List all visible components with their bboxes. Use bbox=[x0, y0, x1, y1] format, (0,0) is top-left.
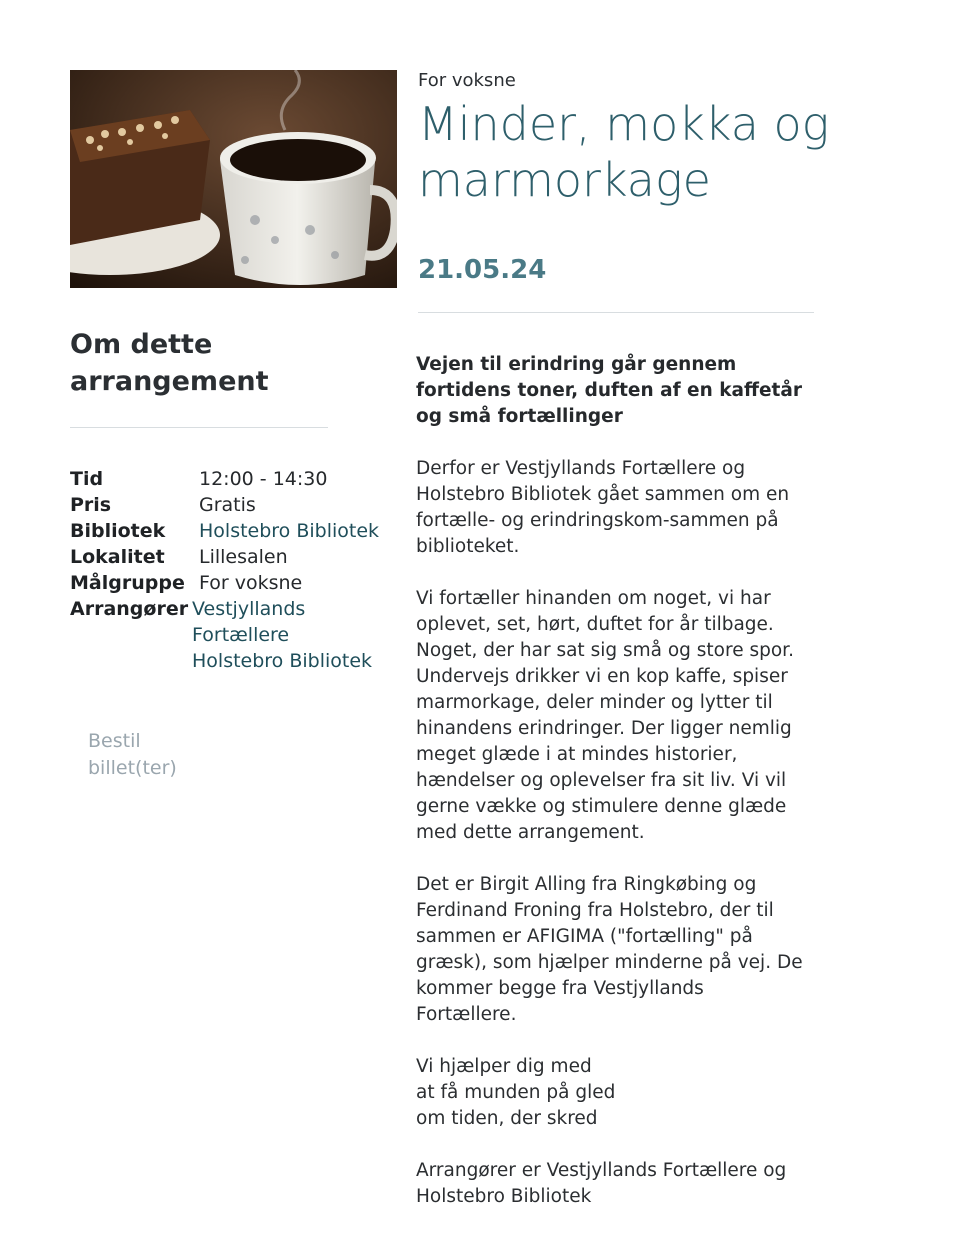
library-label: Bibliotek bbox=[70, 520, 166, 542]
time-label: Tid bbox=[70, 468, 104, 490]
event-title: Minder, mokka og marmorkage bbox=[418, 97, 830, 207]
event-description bbox=[416, 456, 836, 1236]
description-paragraph: Vi fortæller hinanden om noget, vi har oplevet, set, hørt, duftet for år tilbage. Noget, der har sat sig små og store spor. Undervejs drikker vi en kop kaffe, spiser marmorkage, deler minder og lytter til hinandens erindringer. Der ligger nemlig meget glæde i at mindes historier, hændelser og oplevelser fra sit liv. Vi vil gerne vække og stimulere denne glæde med dette arrangement. bbox=[416, 588, 794, 843]
divider bbox=[418, 312, 814, 313]
about-heading: Om dette arrangement bbox=[70, 329, 269, 397]
description-paragraph: Det er Birgit Alling fra Ringkøbing og Ferdinand Froning fra Holstebro, der til sammen er AFIGIMA ("fortælling" på græsk), som hjælper minderne på vej. De kommer begge fra Vestjyllands Fortællere. bbox=[416, 874, 803, 1025]
book-ticket-button[interactable] bbox=[88, 728, 188, 782]
price-label: Pris bbox=[70, 494, 112, 516]
description-paragraph: Derfor er Vestjyllands Fortællere og Holstebro Bibliotek gået sammen om en fortælle- og erindringskom-sammen på biblioteket. bbox=[416, 458, 790, 557]
venue-label: Lokalitet bbox=[70, 546, 165, 568]
organizer-link[interactable]: Vestjyllands bbox=[192, 598, 306, 620]
event-lead: Vejen til erindring går gennem fortidens toner, duften af en kaffetår og små fortællinger bbox=[416, 354, 802, 427]
organizers-list bbox=[192, 596, 372, 674]
audience-detail-value: For voksne bbox=[199, 572, 303, 594]
audience-label: For voksne bbox=[418, 70, 516, 91]
organizer-link[interactable]: Fortællere bbox=[192, 624, 290, 646]
description-paragraph: Arrangører er Vestjyllands Fortællere og Holstebro Bibliotek bbox=[416, 1160, 787, 1207]
organizers-label: Arrangører bbox=[70, 598, 189, 620]
audience-detail-label: Målgruppe bbox=[70, 572, 185, 594]
time-value: 12:00 - 14:30 bbox=[199, 468, 328, 490]
library-link[interactable]: Holstebro Bibliotek bbox=[199, 520, 380, 542]
divider bbox=[70, 427, 328, 428]
organizer-link[interactable]: Holstebro Bibliotek bbox=[192, 650, 373, 672]
event-date: 21.05.24 bbox=[418, 255, 547, 285]
venue-value: Lillesalen bbox=[199, 546, 288, 568]
book-ticket-label: Bestil billet(ter) bbox=[88, 730, 177, 779]
event-photo bbox=[70, 70, 397, 288]
price-value: Gratis bbox=[199, 494, 256, 516]
description-paragraph: Vi hjælper dig med at få munden på gled om tiden, der skred bbox=[416, 1056, 616, 1129]
